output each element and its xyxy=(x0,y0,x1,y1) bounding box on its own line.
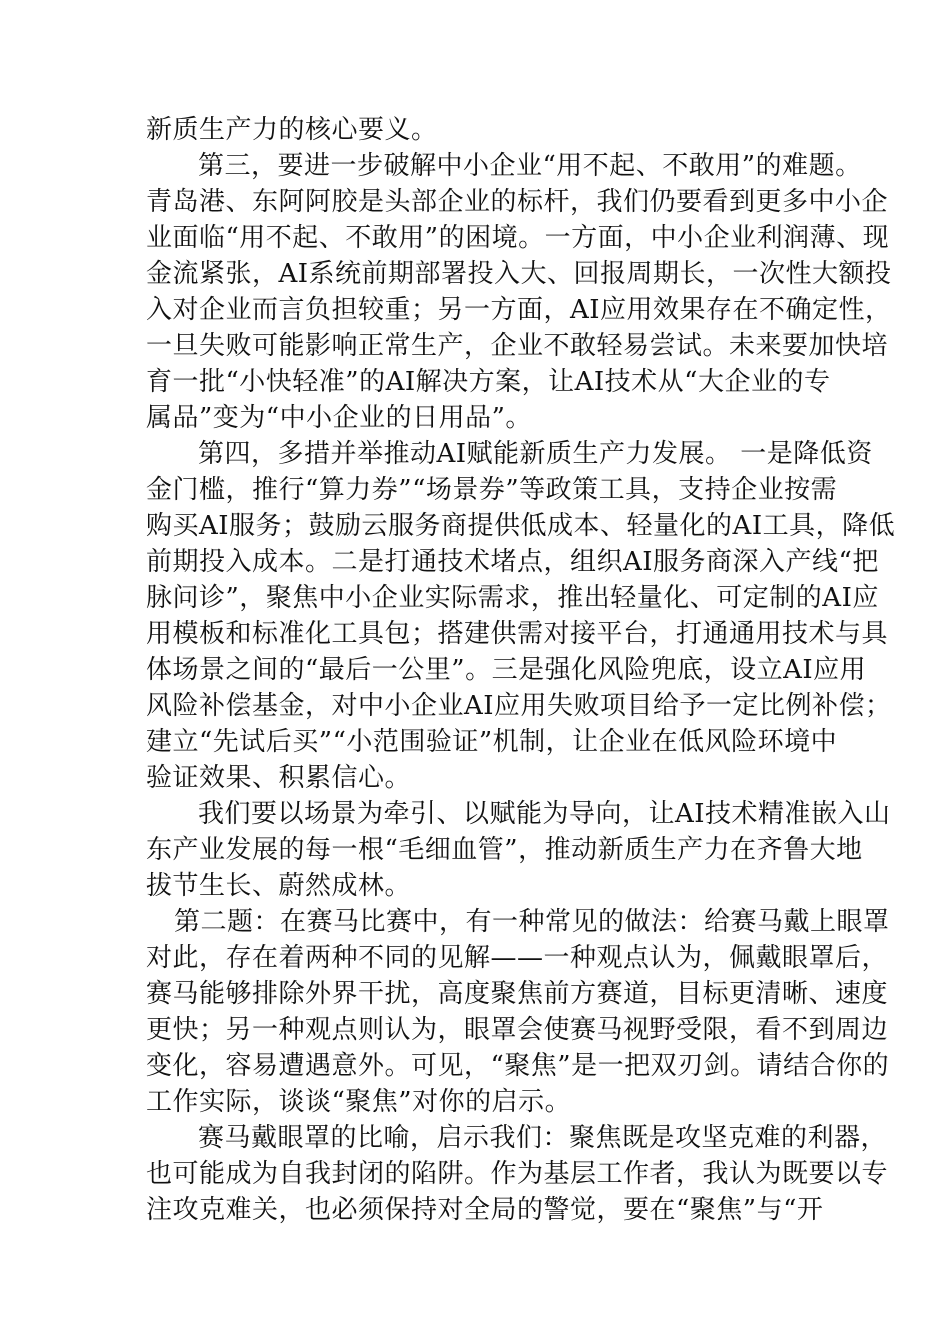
text-line: 金门槛，推行“算力券”“场景券”等政策工具，支持企业按需 xyxy=(146,475,838,505)
body-text xyxy=(146,112,896,1228)
text-line: 赛马戴眼罩的比喻，启示我们：聚焦既是攻坚克难的利器， xyxy=(198,1123,888,1153)
text-line: 建立“先试后买”“小范围验证”机制，让企业在低风险环境中 xyxy=(146,727,838,757)
text-line: 入对企业而言负担较重；另一方面，AI应用效果存在不确定性， xyxy=(146,295,892,325)
text-line: 育一批“小快轻准”的AI解决方案，让AI技术从“大企业的专 xyxy=(146,367,831,397)
text-line: 属品”变为“中小企业的日用品”。 xyxy=(146,403,532,433)
text-line: 金流紧张，AI系统前期部署投入大、回报周期长，一次性大额投 xyxy=(146,259,892,289)
text-line: 青岛港、东阿阿胶是头部企业的标杆，我们仍要看到更多中小企 xyxy=(146,187,889,217)
text-line: 新质生产力的核心要义。 xyxy=(146,115,438,145)
text-line: 东产业发展的每一根“毛细血管”，推动新质生产力在齐鲁大地 xyxy=(146,835,863,865)
text-line: 用模板和标准化工具包；搭建供需对接平台，打通通用技术与具 xyxy=(146,619,889,649)
text-line: 工作实际，谈谈“聚焦”对你的启示。 xyxy=(146,1087,572,1117)
text-line: 业面临“用不起、不敢用”的困境。一方面，中小企业利润薄、现 xyxy=(146,223,890,253)
text-line: 注攻克难关，也必须保持对全局的警觉，要在“聚焦”与“开 xyxy=(146,1195,824,1225)
text-line: 第四，多措并举推动AI赋能新质生产力发展。 一是降低资 xyxy=(198,439,873,469)
text-line: 变化，容易遭遇意外。可见，“聚焦”是一把双刃剑。请结合你的 xyxy=(146,1051,890,1081)
text-line: 购买AI服务；鼓励云服务商提供低成本、轻量化的AI工具，降低 xyxy=(146,511,896,541)
text-line: 对此，存在着两种不同的见解——一种观点认为，佩戴眼罩后， xyxy=(146,943,889,973)
text-line: 一旦失败可能影响正常生产，企业不敢轻易尝试。未来要加快培 xyxy=(146,331,889,361)
text-line: 脉问诊”，聚焦中小企业实际需求，推出轻量化、可定制的AI应 xyxy=(146,583,879,613)
text-line: 风险补偿基金，对中小企业AI应用失败项目给予一定比例补偿； xyxy=(146,691,892,721)
text-line: 拔节生长、蔚然成林。 xyxy=(146,871,412,901)
text-line: 前期投入成本。二是打通技术堵点，组织AI服务商深入产线“把 xyxy=(146,547,879,577)
text-line: 赛马能够排除外界干扰，高度聚焦前方赛道，目标更清晰、速度 xyxy=(146,979,889,1009)
text-line: 第二题：在赛马比赛中，有一种常见的做法：给赛马戴上眼罩 xyxy=(174,907,890,937)
text-line: 更快；另一种观点则认为，眼罩会使赛马视野受限，看不到周边 xyxy=(146,1015,889,1045)
text-line: 验证效果、积累信心。 xyxy=(146,763,412,793)
text-line: 也可能成为自我封闭的陷阱。作为基层工作者，我认为既要以专 xyxy=(146,1159,889,1189)
text-line: 体场景之间的“最后一公里”。三是强化风险兜底，设立AI应用 xyxy=(146,655,867,685)
text-line: 我们要以场景为牵引、以赋能为导向，让AI技术精准嵌入山 xyxy=(198,799,891,829)
text-line: 第三，要进一步破解中小企业“用不起、不敢用”的难题。 xyxy=(198,151,862,181)
